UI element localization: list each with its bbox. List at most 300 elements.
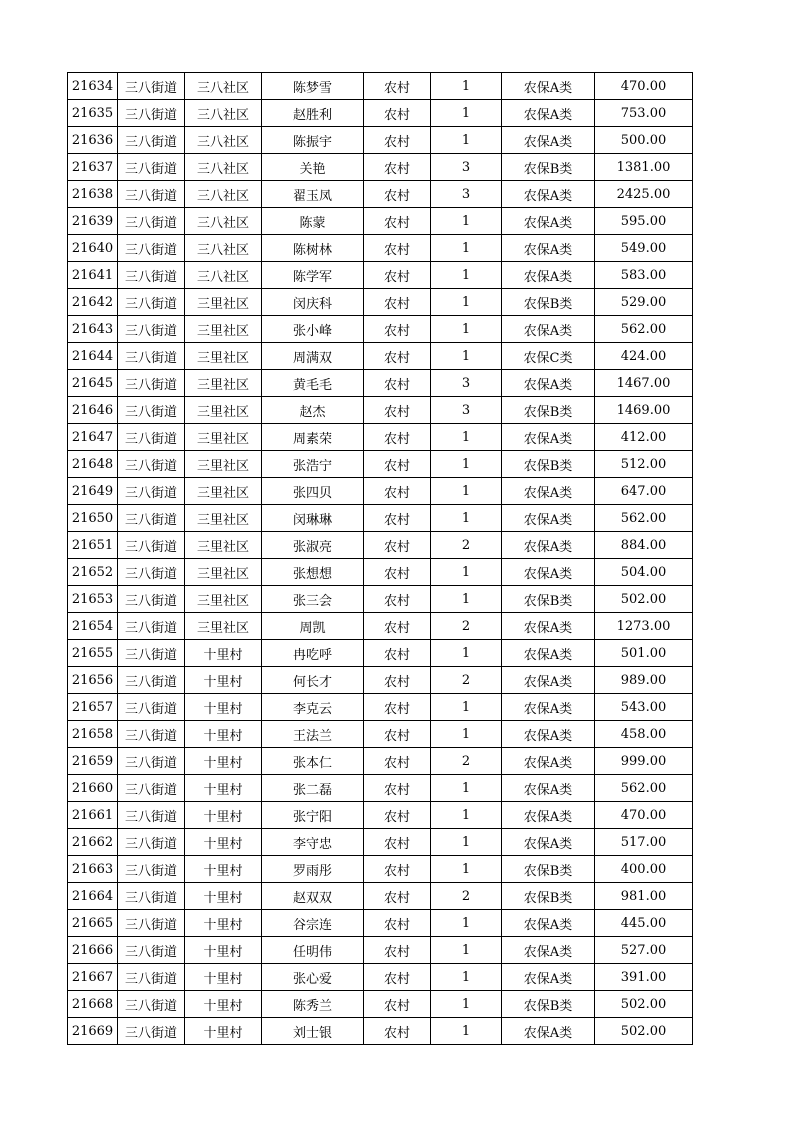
street-cell: 三八街道: [118, 73, 185, 100]
amount-cell: 501.00: [595, 640, 693, 667]
amount-cell: 500.00: [595, 127, 693, 154]
member-count-cell: 1: [431, 559, 502, 586]
community-cell: 三里社区: [185, 370, 262, 397]
name-cell: 陈蒙: [262, 208, 364, 235]
amount-cell: 502.00: [595, 991, 693, 1018]
member-count-cell: 1: [431, 127, 502, 154]
record-id-cell: 21657: [68, 694, 118, 721]
table-row: [68, 73, 693, 100]
name-cell: 周满双: [262, 343, 364, 370]
community-cell: 三八社区: [185, 100, 262, 127]
category-cell: 农保A类: [502, 937, 595, 964]
amount-cell: 595.00: [595, 208, 693, 235]
community-cell: 十里村: [185, 667, 262, 694]
name-cell: 李克云: [262, 694, 364, 721]
record-id-cell: 21665: [68, 910, 118, 937]
community-cell: 十里村: [185, 883, 262, 910]
street-cell: 三八街道: [118, 343, 185, 370]
street-cell: 三八街道: [118, 694, 185, 721]
household-type-cell: 农村: [364, 1018, 431, 1045]
record-id-cell: 21635: [68, 100, 118, 127]
community-cell: 十里村: [185, 991, 262, 1018]
name-cell: 谷宗连: [262, 910, 364, 937]
member-count-cell: 1: [431, 829, 502, 856]
household-type-cell: 农村: [364, 397, 431, 424]
category-cell: 农保A类: [502, 424, 595, 451]
category-cell: 农保A类: [502, 316, 595, 343]
record-id-cell: 21634: [68, 73, 118, 100]
amount-cell: 502.00: [595, 1018, 693, 1045]
street-cell: 三八街道: [118, 532, 185, 559]
household-type-cell: 农村: [364, 289, 431, 316]
category-cell: 农保B类: [502, 883, 595, 910]
street-cell: 三八街道: [118, 964, 185, 991]
name-cell: 王法兰: [262, 721, 364, 748]
table-row: [68, 127, 693, 154]
community-cell: 三里社区: [185, 478, 262, 505]
community-cell: 十里村: [185, 802, 262, 829]
community-cell: 十里村: [185, 721, 262, 748]
name-cell: 张四贝: [262, 478, 364, 505]
household-type-cell: 农村: [364, 451, 431, 478]
category-cell: 农保A类: [502, 127, 595, 154]
table-row: [68, 829, 693, 856]
member-count-cell: 1: [431, 505, 502, 532]
category-cell: 农保A类: [502, 667, 595, 694]
household-type-cell: 农村: [364, 316, 431, 343]
household-type-cell: 农村: [364, 181, 431, 208]
household-type-cell: 农村: [364, 235, 431, 262]
household-type-cell: 农村: [364, 910, 431, 937]
community-cell: 三八社区: [185, 235, 262, 262]
amount-cell: 562.00: [595, 316, 693, 343]
member-count-cell: 1: [431, 262, 502, 289]
amount-cell: 647.00: [595, 478, 693, 505]
table-row: [68, 694, 693, 721]
table-row: [68, 856, 693, 883]
name-cell: 关艳: [262, 154, 364, 181]
category-cell: 农保B类: [502, 991, 595, 1018]
street-cell: 三八街道: [118, 1018, 185, 1045]
community-cell: 三里社区: [185, 586, 262, 613]
table-row: [68, 181, 693, 208]
community-cell: 十里村: [185, 856, 262, 883]
community-cell: 三里社区: [185, 559, 262, 586]
amount-cell: 458.00: [595, 721, 693, 748]
community-cell: 十里村: [185, 937, 262, 964]
category-cell: 农保A类: [502, 532, 595, 559]
street-cell: 三八街道: [118, 316, 185, 343]
community-cell: 三里社区: [185, 451, 262, 478]
name-cell: 冉吃呼: [262, 640, 364, 667]
member-count-cell: 1: [431, 721, 502, 748]
table-row: [68, 883, 693, 910]
name-cell: 赵胜利: [262, 100, 364, 127]
member-count-cell: 1: [431, 856, 502, 883]
name-cell: 陈振宇: [262, 127, 364, 154]
name-cell: 何长才: [262, 667, 364, 694]
street-cell: 三八街道: [118, 937, 185, 964]
amount-cell: 549.00: [595, 235, 693, 262]
amount-cell: 1381.00: [595, 154, 693, 181]
table-row: [68, 262, 693, 289]
household-type-cell: 农村: [364, 586, 431, 613]
community-cell: 十里村: [185, 640, 262, 667]
record-id-cell: 21662: [68, 829, 118, 856]
street-cell: 三八街道: [118, 775, 185, 802]
record-id-cell: 21655: [68, 640, 118, 667]
street-cell: 三八街道: [118, 100, 185, 127]
table-row: [68, 154, 693, 181]
table-row: [68, 451, 693, 478]
record-id-cell: 21639: [68, 208, 118, 235]
name-cell: 陈梦雪: [262, 73, 364, 100]
category-cell: 农保A类: [502, 829, 595, 856]
category-cell: 农保C类: [502, 343, 595, 370]
member-count-cell: 3: [431, 154, 502, 181]
table-row: [68, 964, 693, 991]
record-id-cell: 21669: [68, 1018, 118, 1045]
member-count-cell: 1: [431, 424, 502, 451]
table-row: [68, 613, 693, 640]
member-count-cell: 2: [431, 883, 502, 910]
household-type-cell: 农村: [364, 100, 431, 127]
street-cell: 三八街道: [118, 424, 185, 451]
name-cell: 任明伟: [262, 937, 364, 964]
member-count-cell: 1: [431, 289, 502, 316]
community-cell: 三里社区: [185, 343, 262, 370]
amount-cell: 391.00: [595, 964, 693, 991]
category-cell: 农保A类: [502, 910, 595, 937]
table-row: [68, 748, 693, 775]
amount-cell: 1469.00: [595, 397, 693, 424]
member-count-cell: 1: [431, 451, 502, 478]
amount-cell: 470.00: [595, 73, 693, 100]
table-row: [68, 532, 693, 559]
category-cell: 农保B类: [502, 451, 595, 478]
category-cell: 农保A类: [502, 640, 595, 667]
name-cell: 张想想: [262, 559, 364, 586]
category-cell: 农保A类: [502, 478, 595, 505]
record-id-cell: 21637: [68, 154, 118, 181]
table-row: [68, 478, 693, 505]
category-cell: 农保A类: [502, 748, 595, 775]
table-row: [68, 424, 693, 451]
record-id-cell: 21661: [68, 802, 118, 829]
street-cell: 三八街道: [118, 451, 185, 478]
category-cell: 农保B类: [502, 586, 595, 613]
household-type-cell: 农村: [364, 127, 431, 154]
records-table-body: [68, 73, 693, 1045]
community-cell: 三里社区: [185, 289, 262, 316]
member-count-cell: 1: [431, 937, 502, 964]
record-id-cell: 21658: [68, 721, 118, 748]
community-cell: 三八社区: [185, 208, 262, 235]
community-cell: 十里村: [185, 1018, 262, 1045]
table-row: [68, 991, 693, 1018]
category-cell: 农保A类: [502, 100, 595, 127]
table-row: [68, 289, 693, 316]
name-cell: 张三会: [262, 586, 364, 613]
name-cell: 翟玉凤: [262, 181, 364, 208]
member-count-cell: 3: [431, 370, 502, 397]
member-count-cell: 2: [431, 748, 502, 775]
community-cell: 十里村: [185, 775, 262, 802]
community-cell: 三八社区: [185, 181, 262, 208]
household-type-cell: 农村: [364, 775, 431, 802]
street-cell: 三八街道: [118, 721, 185, 748]
street-cell: 三八街道: [118, 289, 185, 316]
record-id-cell: 21659: [68, 748, 118, 775]
name-cell: 周凯: [262, 613, 364, 640]
household-type-cell: 农村: [364, 505, 431, 532]
member-count-cell: 2: [431, 613, 502, 640]
household-type-cell: 农村: [364, 424, 431, 451]
amount-cell: 504.00: [595, 559, 693, 586]
street-cell: 三八街道: [118, 181, 185, 208]
record-id-cell: 21651: [68, 532, 118, 559]
street-cell: 三八街道: [118, 370, 185, 397]
community-cell: 三里社区: [185, 613, 262, 640]
street-cell: 三八街道: [118, 505, 185, 532]
record-id-cell: 21668: [68, 991, 118, 1018]
category-cell: 农保A类: [502, 775, 595, 802]
household-type-cell: 农村: [364, 370, 431, 397]
street-cell: 三八街道: [118, 154, 185, 181]
category-cell: 农保A类: [502, 613, 595, 640]
member-count-cell: 1: [431, 640, 502, 667]
member-count-cell: 1: [431, 964, 502, 991]
street-cell: 三八街道: [118, 586, 185, 613]
table-row: [68, 343, 693, 370]
member-count-cell: 1: [431, 343, 502, 370]
household-type-cell: 农村: [364, 208, 431, 235]
record-id-cell: 21663: [68, 856, 118, 883]
household-type-cell: 农村: [364, 667, 431, 694]
name-cell: 张本仁: [262, 748, 364, 775]
record-id-cell: 21650: [68, 505, 118, 532]
record-id-cell: 21636: [68, 127, 118, 154]
table-row: [68, 370, 693, 397]
record-id-cell: 21640: [68, 235, 118, 262]
table-row: [68, 802, 693, 829]
street-cell: 三八街道: [118, 991, 185, 1018]
category-cell: 农保A类: [502, 235, 595, 262]
household-type-cell: 农村: [364, 937, 431, 964]
record-id-cell: 21654: [68, 613, 118, 640]
record-id-cell: 21647: [68, 424, 118, 451]
name-cell: 陈秀兰: [262, 991, 364, 1018]
member-count-cell: 1: [431, 694, 502, 721]
category-cell: 农保A类: [502, 262, 595, 289]
name-cell: 陈学军: [262, 262, 364, 289]
record-id-cell: 21645: [68, 370, 118, 397]
amount-cell: 400.00: [595, 856, 693, 883]
name-cell: 罗雨彤: [262, 856, 364, 883]
name-cell: 陈树林: [262, 235, 364, 262]
name-cell: 张心爱: [262, 964, 364, 991]
name-cell: 闵琳琳: [262, 505, 364, 532]
amount-cell: 583.00: [595, 262, 693, 289]
member-count-cell: 1: [431, 586, 502, 613]
table-row: [68, 910, 693, 937]
table-row: [68, 397, 693, 424]
record-id-cell: 21649: [68, 478, 118, 505]
category-cell: 农保A类: [502, 802, 595, 829]
amount-cell: 884.00: [595, 532, 693, 559]
amount-cell: 412.00: [595, 424, 693, 451]
record-id-cell: 21646: [68, 397, 118, 424]
table-row: [68, 640, 693, 667]
street-cell: 三八街道: [118, 127, 185, 154]
amount-cell: 989.00: [595, 667, 693, 694]
street-cell: 三八街道: [118, 802, 185, 829]
member-count-cell: 1: [431, 208, 502, 235]
household-type-cell: 农村: [364, 73, 431, 100]
table-row: [68, 235, 693, 262]
household-type-cell: 农村: [364, 991, 431, 1018]
member-count-cell: 1: [431, 235, 502, 262]
category-cell: 农保B类: [502, 856, 595, 883]
street-cell: 三八街道: [118, 262, 185, 289]
amount-cell: 999.00: [595, 748, 693, 775]
records-table: [67, 72, 693, 1045]
street-cell: 三八街道: [118, 910, 185, 937]
amount-cell: 1467.00: [595, 370, 693, 397]
table-row: [68, 586, 693, 613]
community-cell: 十里村: [185, 910, 262, 937]
table-row: [68, 775, 693, 802]
member-count-cell: 1: [431, 802, 502, 829]
community-cell: 三里社区: [185, 424, 262, 451]
category-cell: 农保B类: [502, 154, 595, 181]
name-cell: 张浩宁: [262, 451, 364, 478]
category-cell: 农保A类: [502, 370, 595, 397]
member-count-cell: 2: [431, 667, 502, 694]
community-cell: 十里村: [185, 748, 262, 775]
record-id-cell: 21652: [68, 559, 118, 586]
street-cell: 三八街道: [118, 478, 185, 505]
amount-cell: 2425.00: [595, 181, 693, 208]
record-id-cell: 21642: [68, 289, 118, 316]
name-cell: 张淑亮: [262, 532, 364, 559]
name-cell: 张二磊: [262, 775, 364, 802]
record-id-cell: 21667: [68, 964, 118, 991]
amount-cell: 529.00: [595, 289, 693, 316]
amount-cell: 527.00: [595, 937, 693, 964]
amount-cell: 424.00: [595, 343, 693, 370]
table-row: [68, 721, 693, 748]
street-cell: 三八街道: [118, 235, 185, 262]
amount-cell: 753.00: [595, 100, 693, 127]
street-cell: 三八街道: [118, 829, 185, 856]
member-count-cell: 3: [431, 397, 502, 424]
name-cell: 张小峰: [262, 316, 364, 343]
street-cell: 三八街道: [118, 640, 185, 667]
category-cell: 农保A类: [502, 694, 595, 721]
community-cell: 三里社区: [185, 316, 262, 343]
amount-cell: 1273.00: [595, 613, 693, 640]
category-cell: 农保A类: [502, 964, 595, 991]
community-cell: 三八社区: [185, 73, 262, 100]
household-type-cell: 农村: [364, 883, 431, 910]
community-cell: 三八社区: [185, 154, 262, 181]
member-count-cell: 1: [431, 100, 502, 127]
record-id-cell: 21656: [68, 667, 118, 694]
record-id-cell: 21643: [68, 316, 118, 343]
household-type-cell: 农村: [364, 640, 431, 667]
member-count-cell: 1: [431, 73, 502, 100]
record-id-cell: 21664: [68, 883, 118, 910]
household-type-cell: 农村: [364, 154, 431, 181]
household-type-cell: 农村: [364, 262, 431, 289]
community-cell: 三里社区: [185, 505, 262, 532]
category-cell: 农保A类: [502, 1018, 595, 1045]
category-cell: 农保A类: [502, 73, 595, 100]
amount-cell: 470.00: [595, 802, 693, 829]
category-cell: 农保B类: [502, 397, 595, 424]
member-count-cell: 1: [431, 1018, 502, 1045]
household-type-cell: 农村: [364, 559, 431, 586]
name-cell: 黄毛毛: [262, 370, 364, 397]
table-row: [68, 208, 693, 235]
amount-cell: 512.00: [595, 451, 693, 478]
category-cell: 农保A类: [502, 721, 595, 748]
name-cell: 赵杰: [262, 397, 364, 424]
street-cell: 三八街道: [118, 856, 185, 883]
table-row: [68, 505, 693, 532]
community-cell: 三八社区: [185, 127, 262, 154]
member-count-cell: 1: [431, 991, 502, 1018]
household-type-cell: 农村: [364, 856, 431, 883]
member-count-cell: 1: [431, 316, 502, 343]
table-row: [68, 1018, 693, 1045]
record-id-cell: 21648: [68, 451, 118, 478]
household-type-cell: 农村: [364, 748, 431, 775]
amount-cell: 543.00: [595, 694, 693, 721]
member-count-cell: 3: [431, 181, 502, 208]
member-count-cell: 1: [431, 910, 502, 937]
household-type-cell: 农村: [364, 802, 431, 829]
member-count-cell: 2: [431, 532, 502, 559]
member-count-cell: 1: [431, 478, 502, 505]
household-type-cell: 农村: [364, 694, 431, 721]
community-cell: 十里村: [185, 829, 262, 856]
category-cell: 农保A类: [502, 208, 595, 235]
amount-cell: 517.00: [595, 829, 693, 856]
amount-cell: 445.00: [595, 910, 693, 937]
street-cell: 三八街道: [118, 748, 185, 775]
amount-cell: 502.00: [595, 586, 693, 613]
record-id-cell: 21644: [68, 343, 118, 370]
name-cell: 刘士银: [262, 1018, 364, 1045]
table-row: [68, 316, 693, 343]
household-type-cell: 农村: [364, 478, 431, 505]
street-cell: 三八街道: [118, 559, 185, 586]
street-cell: 三八街道: [118, 667, 185, 694]
member-count-cell: 1: [431, 775, 502, 802]
category-cell: 农保B类: [502, 289, 595, 316]
name-cell: 周素荣: [262, 424, 364, 451]
record-id-cell: 21660: [68, 775, 118, 802]
household-type-cell: 农村: [364, 532, 431, 559]
household-type-cell: 农村: [364, 721, 431, 748]
household-type-cell: 农村: [364, 829, 431, 856]
table-row: [68, 100, 693, 127]
community-cell: 十里村: [185, 964, 262, 991]
amount-cell: 562.00: [595, 505, 693, 532]
record-id-cell: 21638: [68, 181, 118, 208]
